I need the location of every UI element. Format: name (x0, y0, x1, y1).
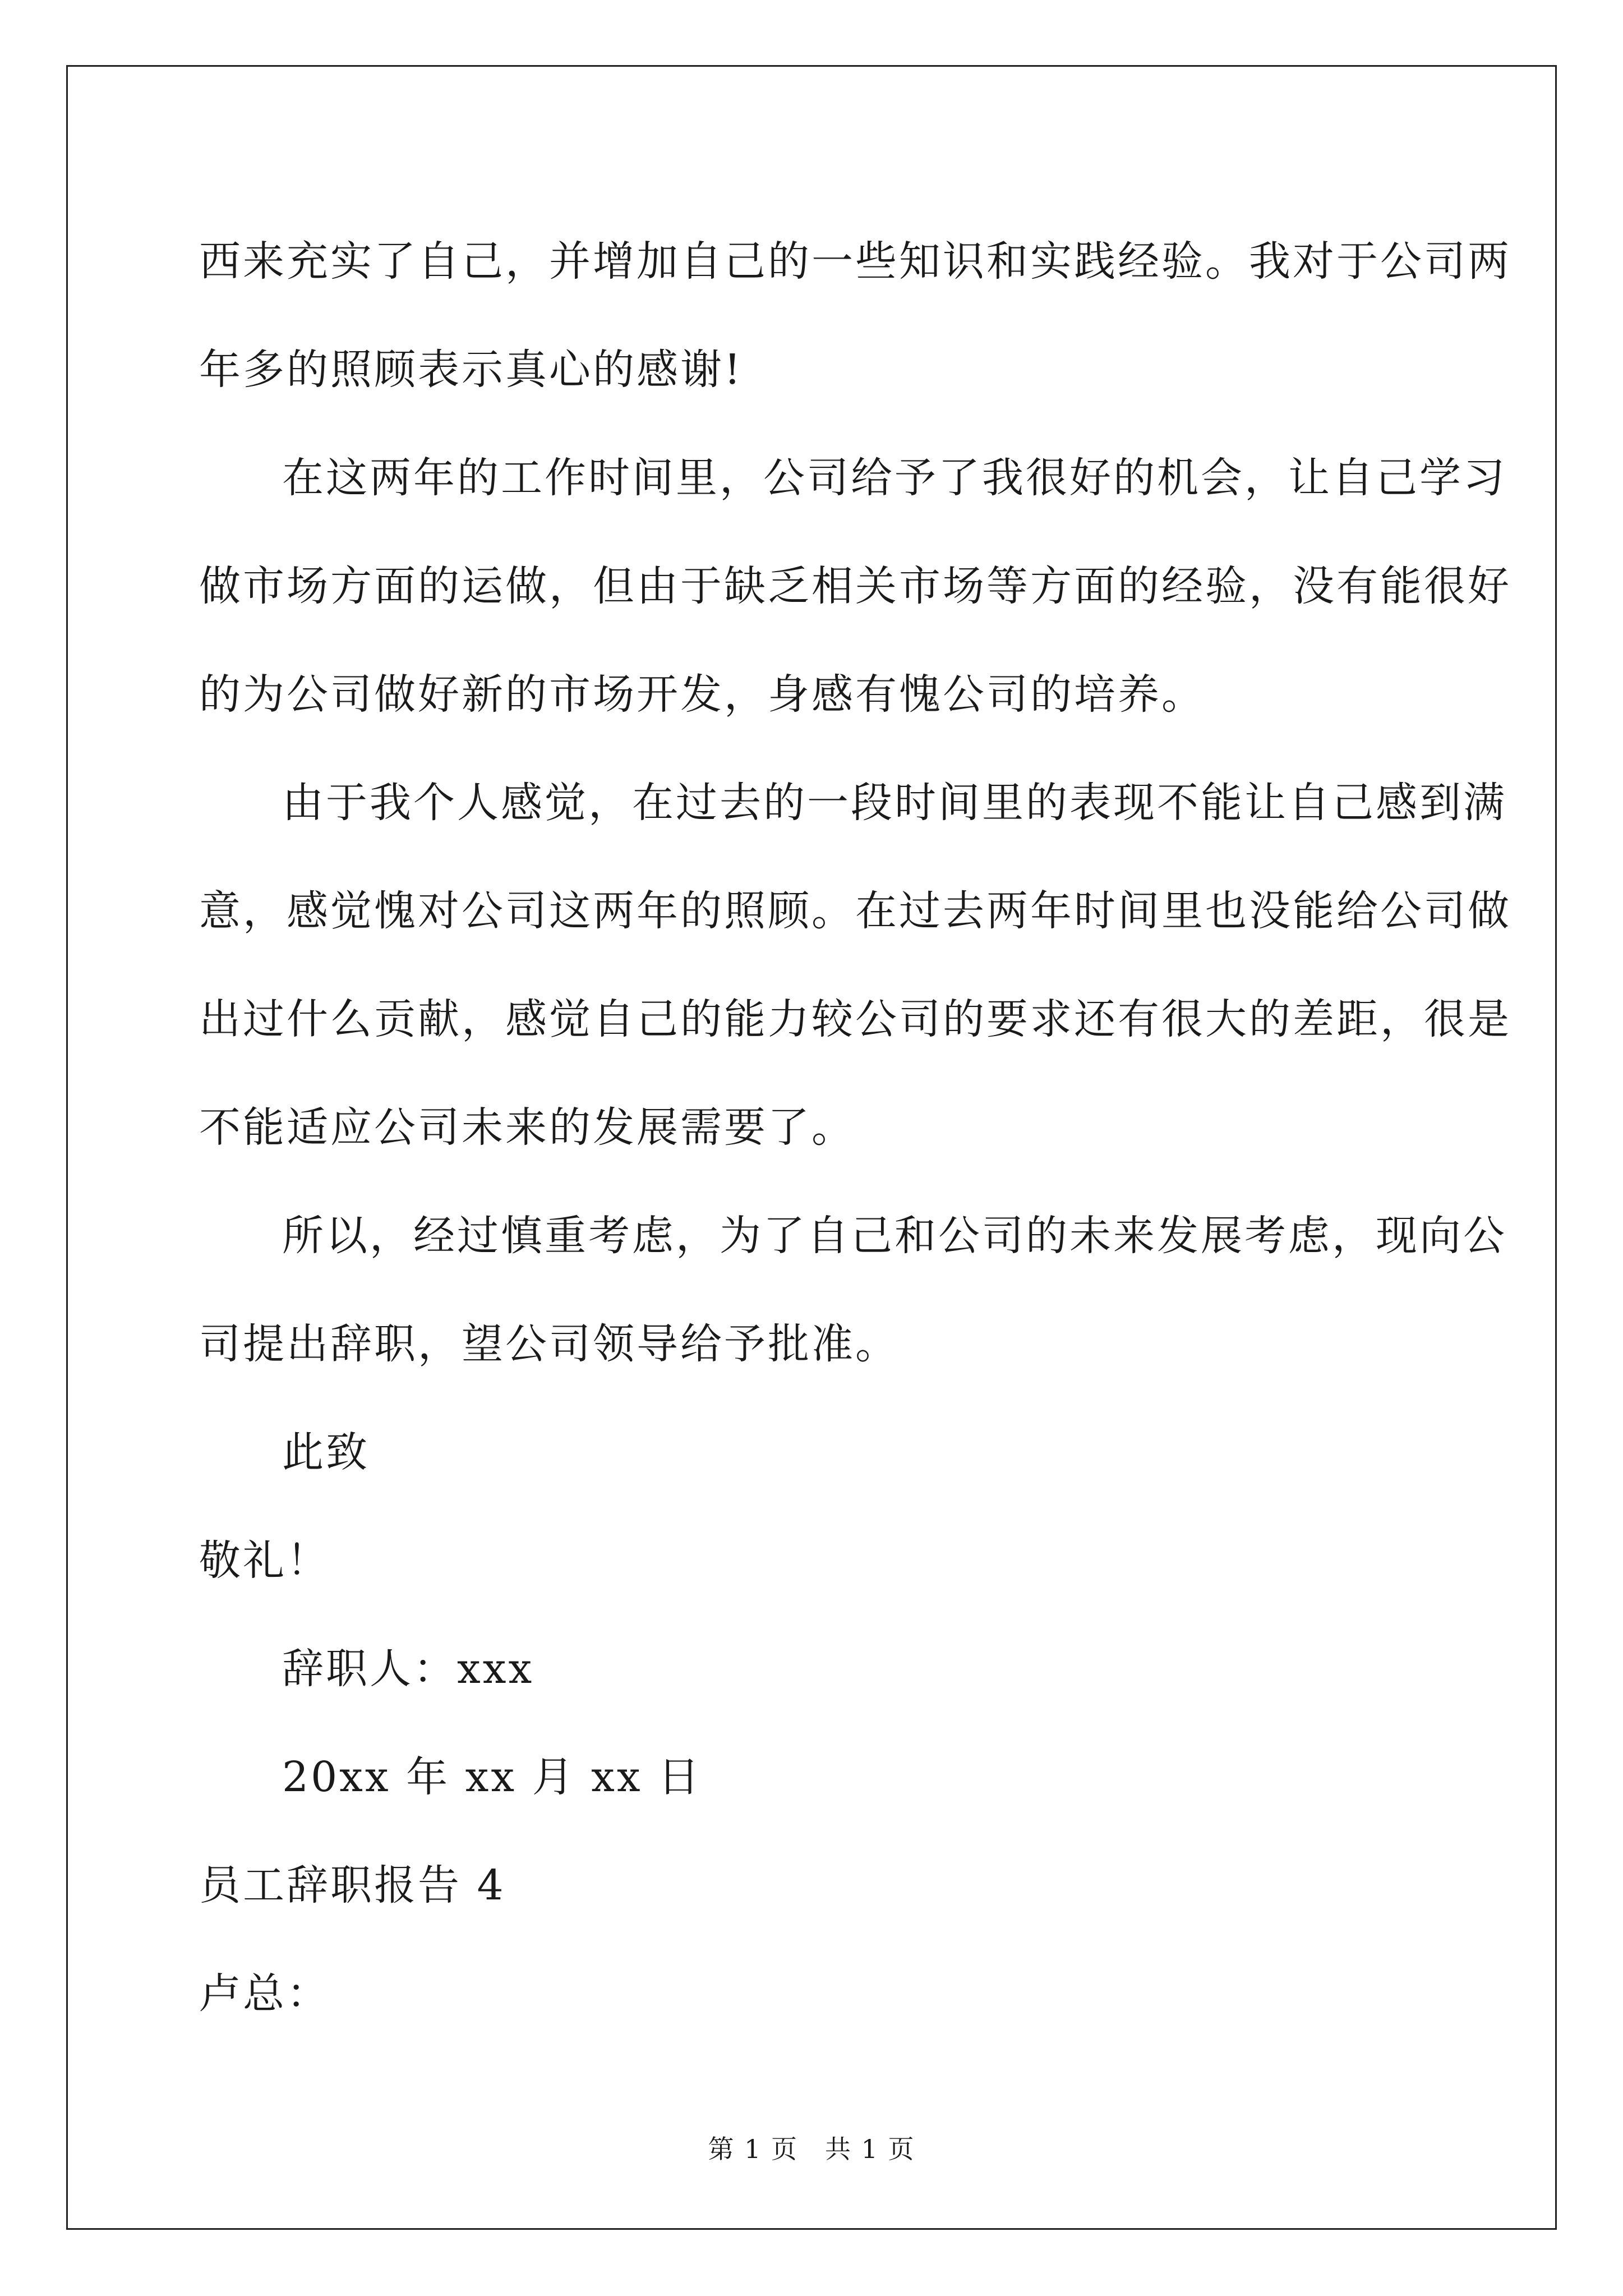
text-line: 敬礼！ (199, 1536, 330, 1585)
text-line: 20xx 年 xx 月 xx 日 (282, 1753, 702, 1801)
text-line: 的为公司做好新的市场开发，身感有愧公司的培养。 (199, 670, 1205, 719)
closing-salutation (199, 1398, 1422, 1507)
text-line: 西来充实了自己，并增加自己的一些知识和实践经验。我对于公司两 (199, 237, 1511, 286)
text-line: 卢总： (199, 1970, 330, 2018)
paragraph (199, 1182, 1507, 1398)
paragraph (199, 749, 1511, 1182)
text-line: 此致 (282, 1428, 370, 1476)
text-line: 不能适应公司未来的发展需要了。 (199, 1103, 855, 1152)
text-line: 年多的照顾表示真心的感谢! (199, 346, 743, 394)
page-footer (0, 2129, 1623, 2166)
closing-regards (199, 1507, 1422, 1615)
paragraph (199, 208, 1511, 424)
paragraph (199, 424, 1511, 749)
text-line: 出过什么贡献，感觉自己的能力较公司的要求还有很大的差距，很是 (199, 995, 1511, 1043)
date-line (199, 1723, 1422, 1832)
signature-line (199, 1615, 1422, 1723)
text-line: 做市场方面的运做，但由于缺乏相关市场等方面的经验，没有能很好 (199, 562, 1511, 610)
text-line: 意，感觉愧对公司这两年的照顾。在过去两年时间里也没能给公司做 (199, 887, 1511, 935)
section-heading (199, 1832, 1422, 1940)
page-number: 第 1 页 (708, 2134, 798, 2164)
text-line: 司提出辞职，望公司领导给予批准。 (199, 1320, 899, 1368)
document-body (199, 208, 1511, 2048)
recipient-line (199, 1940, 1422, 2048)
text-line: 辞职人：xxx (282, 1645, 534, 1693)
text-line: 所以，经过慎重考虑，为了自己和公司的未来发展考虑，现向公 (282, 1212, 1507, 1260)
text-line: 在这两年的工作时间里，公司给予了我很好的机会，让自己学习 (282, 454, 1507, 502)
text-line: 员工辞职报告 4 (199, 1861, 506, 1910)
page-total: 共 1 页 (825, 2134, 915, 2164)
text-line: 由于我个人感觉，在过去的一段时间里的表现不能让自己感到满 (282, 779, 1507, 827)
